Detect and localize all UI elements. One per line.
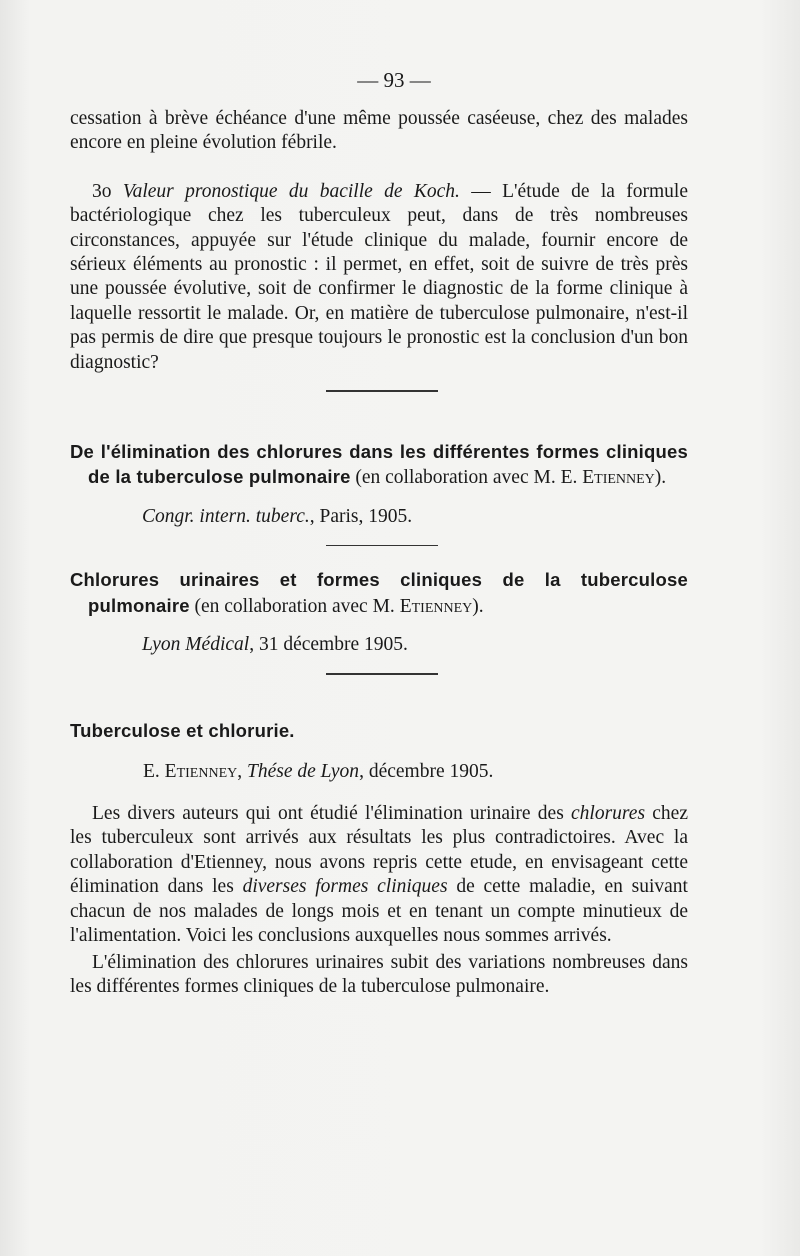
collab-name: Etienney — [399, 595, 473, 617]
entry-collaboration — [355, 467, 666, 488]
entry-title — [70, 440, 688, 491]
page-number: — 93 — — [357, 68, 431, 92]
section-3-paragraph — [70, 180, 688, 375]
reference-source: Congr. intern. tuberc. — [142, 505, 310, 527]
entry-reference — [70, 760, 688, 784]
collab-text: (en collaboration avec M. — [194, 595, 400, 617]
body-paragraph — [70, 802, 688, 948]
divider — [326, 390, 438, 392]
reference-source: Lyon Médical — [142, 634, 250, 656]
entry-reference — [70, 505, 688, 529]
reference-sep: , — [237, 761, 247, 783]
divider — [326, 545, 438, 547]
paragraph-text: Les divers auteurs qui ont étudié l'élimination urinaire des — [92, 803, 572, 825]
reference-detail: , 31 décembre 1905. — [249, 634, 408, 656]
divider — [326, 673, 438, 675]
section-number: 3o — [92, 180, 112, 202]
collab-name: Etienney — [582, 467, 655, 489]
reference-source: Thése de Lyon — [246, 761, 360, 783]
entry-heading: Tuberculose et chlorurie. — [70, 719, 295, 741]
collab-text: (en collaboration avec M. E. — [355, 467, 583, 489]
paragraph-emphasis: diverses formes cliniques — [242, 876, 448, 898]
reference-detail: , Paris, 1905. — [309, 505, 413, 527]
reference-detail: , décembre 1905. — [359, 761, 494, 783]
entry-title — [70, 568, 688, 619]
reference-author: Etienney — [164, 761, 238, 783]
section-title: Valeur pronostique du bacille de Koch. — [122, 180, 460, 202]
continuation-paragraph: cessation à brève échéance d'une même poussée caséeuse, chez des malades encore en pleine évolution fébrile. — [70, 108, 688, 154]
collab-close: ). — [654, 467, 667, 489]
entry-reference — [70, 633, 688, 657]
entry-title — [70, 719, 688, 745]
paragraph-text: de cette maladie, en suivant chacun de nos malades de longs mois et en tenant un compte minutieux de l'alimentation. Voici les conclusions auxquelles nous sommes arrivés. — [70, 876, 688, 947]
entry-collaboration — [194, 596, 483, 617]
body-paragraph: L'élimination des chlorures urinaires subit des variations nombreuses dans les différentes formes cliniques de la tuberculose pulmonaire. — [70, 951, 688, 997]
entry-heading: De l'élimination des chlorures dans les différentes formes cliniques de la tuberculose pulmonaire — [70, 440, 688, 488]
entry-heading: Chlorures urinaires et formes cliniques de la tuberculose pulmonaire — [70, 569, 688, 616]
collab-close: ). — [472, 595, 484, 617]
section-body: — L'étude de la formule bactériologique chez les tuberculeux peut, dans de très nombreuses circonstances, appuyée sur l'étude clinique du malade, fournir encore de sérieux éléments au pronostic : il permet, en effet, soit de suivre de très près une poussée évolutive, soit de confirmer le diagnostic de la forme clinique à laquelle ressortit le malade. Or, en matière de tuberculose pulmonaire, n'est-il pas permis de dire que presque toujours le pronostic est la conclusion d'un bon diagnostic? — [70, 180, 688, 373]
paragraph-emphasis: chlorures — [571, 803, 646, 825]
paragraph-text: chez les tuberculeux sont arrivés aux résultats les plus contradictoires. Avec la collaboration d'Etienney, nous avons repris cette etude, en envisageant cette élimination dans les — [70, 803, 688, 898]
reference-prefix: E. — [143, 761, 165, 783]
